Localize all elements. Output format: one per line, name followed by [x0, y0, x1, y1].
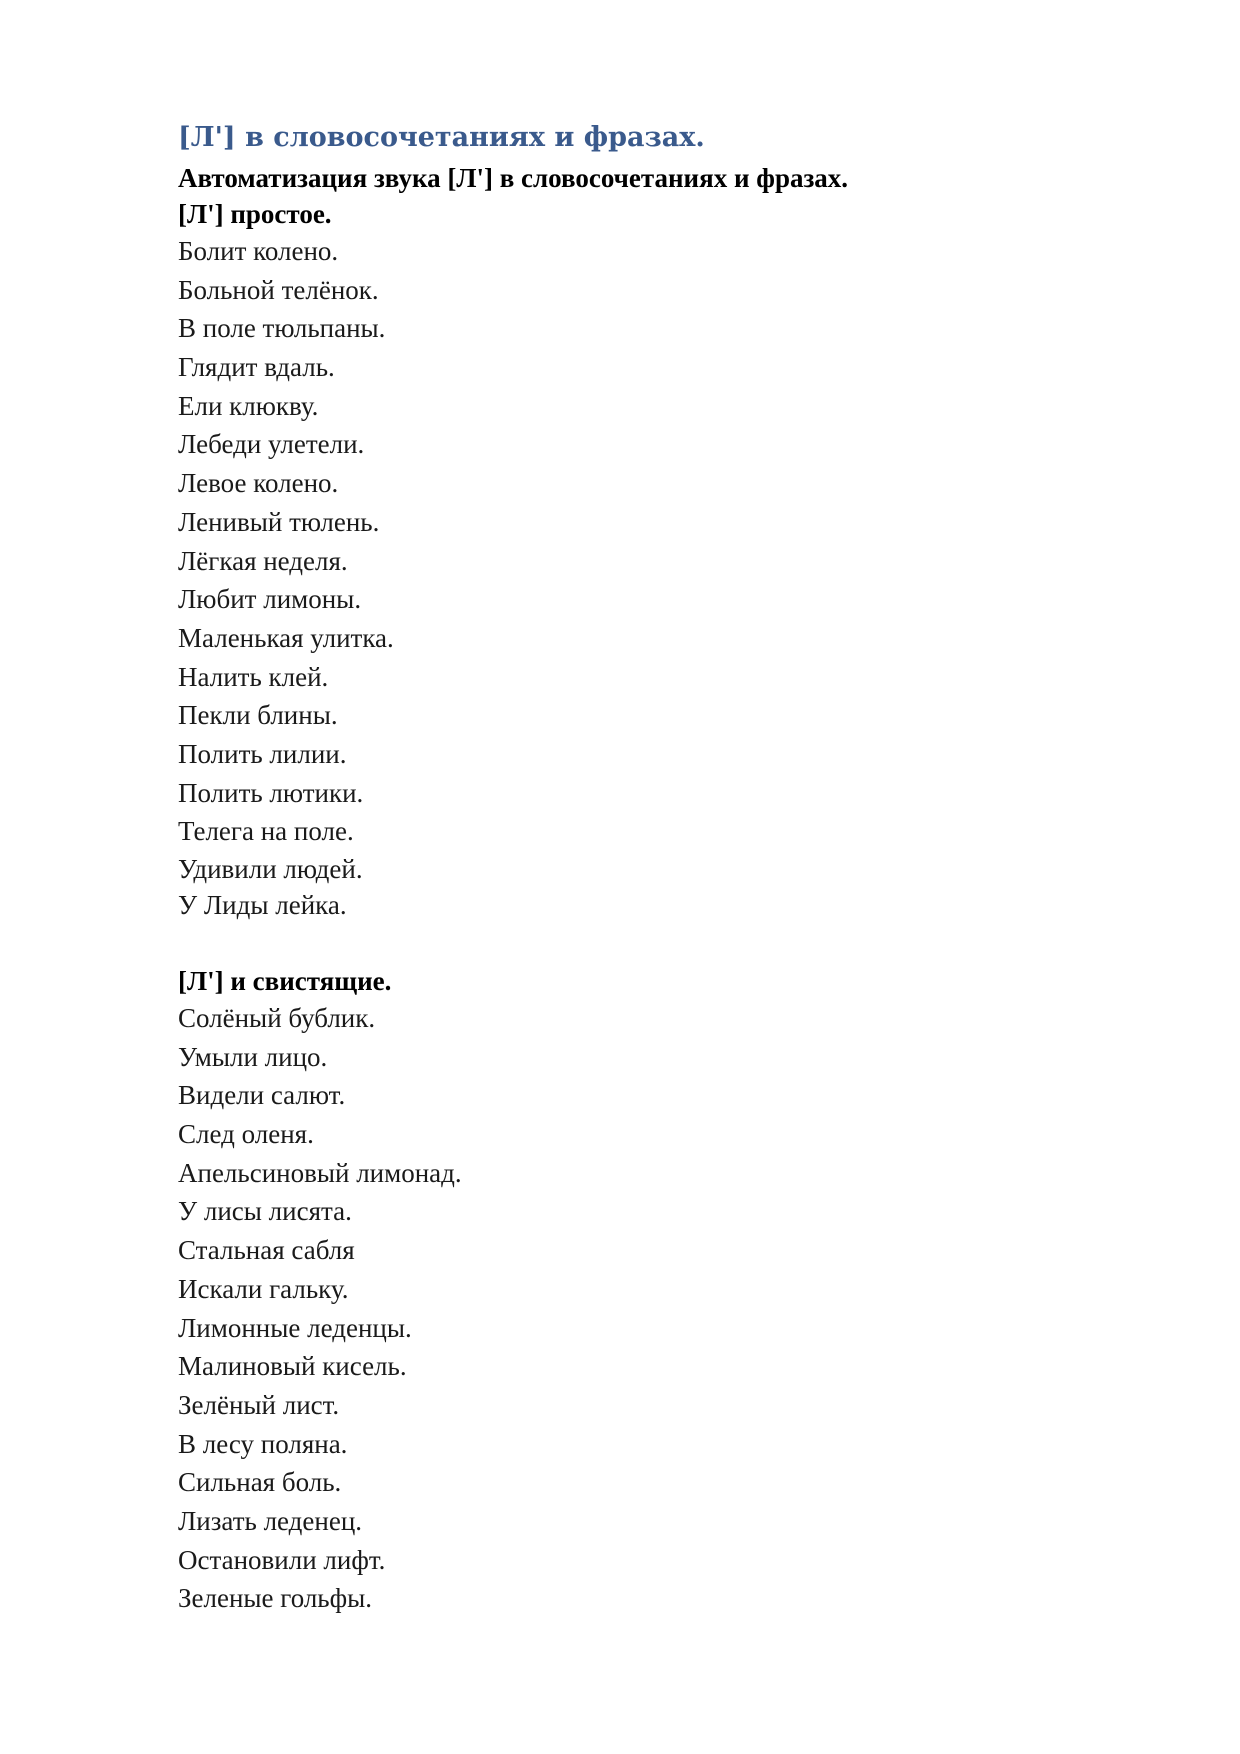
- phrase-item: Полить лилии.: [178, 738, 347, 769]
- phrase-item: У лисы лисята.: [178, 1196, 352, 1227]
- section-title-simple: [Л'] простое.: [178, 199, 332, 229]
- phrase-item: Лизать леденец.: [178, 1505, 363, 1536]
- phrase-item: Лебеди улетели.: [178, 429, 365, 460]
- section-spacer: [178, 923, 1158, 963]
- phrase-item: Ленивый тюлень.: [178, 506, 380, 537]
- phrase-item: Искали гальку.: [178, 1273, 349, 1304]
- phrase-item: Солёный бублик.: [178, 1003, 376, 1033]
- phrase-item: Удивили людей.: [178, 854, 363, 884]
- phrase-item: В поле тюльпаны.: [178, 313, 386, 344]
- phrase-item: Остановили лифт.: [178, 1544, 386, 1575]
- phrase-item: Телега на поле.: [178, 816, 354, 847]
- document-heading: [Л'] в словосочетаниях и фразах.: [178, 122, 705, 153]
- phrase-item: Глядит вдаль.: [178, 352, 335, 383]
- document-content: [178, 116, 1158, 1618]
- phrase-item: Больной телёнок.: [178, 274, 379, 305]
- document-subtitle: Автоматизация звука [Л'] в словосочетаниях и фразах.: [178, 163, 849, 193]
- phrase-item: Болит колено.: [178, 236, 339, 266]
- phrase-item: Налить клей.: [178, 661, 329, 692]
- phrase-item: Полить лютики.: [178, 777, 364, 808]
- phrase-item: Ели клюкву.: [178, 390, 319, 421]
- section-title-sibilants: [Л'] и свистящие.: [178, 966, 392, 996]
- phrase-item: Умыли лицо.: [178, 1041, 328, 1072]
- phrase-item: След оленя.: [178, 1119, 314, 1150]
- phrase-item: Маленькая улитка.: [178, 622, 394, 653]
- phrase-item: Зелёный лист.: [178, 1389, 340, 1420]
- phrase-item: Апельсиновый лимонад.: [178, 1157, 462, 1188]
- phrase-item: Стальная сабля: [178, 1235, 355, 1266]
- phrase-item: Сильная боль.: [178, 1467, 342, 1498]
- phrase-item: Любит лимоны.: [178, 584, 362, 615]
- phrase-item: Зеленые гольфы.: [178, 1583, 373, 1614]
- phrase-list-simple: [178, 232, 1158, 923]
- phrase-item: В лесу поляна.: [178, 1428, 348, 1459]
- phrase-item: Видели салют.: [178, 1080, 346, 1111]
- phrase-item: У Лиды лейка.: [178, 890, 347, 920]
- phrase-item: Пекли блины.: [178, 700, 338, 731]
- phrase-item: Малиновый кисель.: [178, 1351, 407, 1382]
- phrase-list-sibilants: [178, 999, 1158, 1618]
- phrase-item: Левое колено.: [178, 468, 339, 499]
- phrase-item: Лимонные леденцы.: [178, 1312, 412, 1343]
- phrase-item: Лёгкая неделя.: [178, 545, 348, 576]
